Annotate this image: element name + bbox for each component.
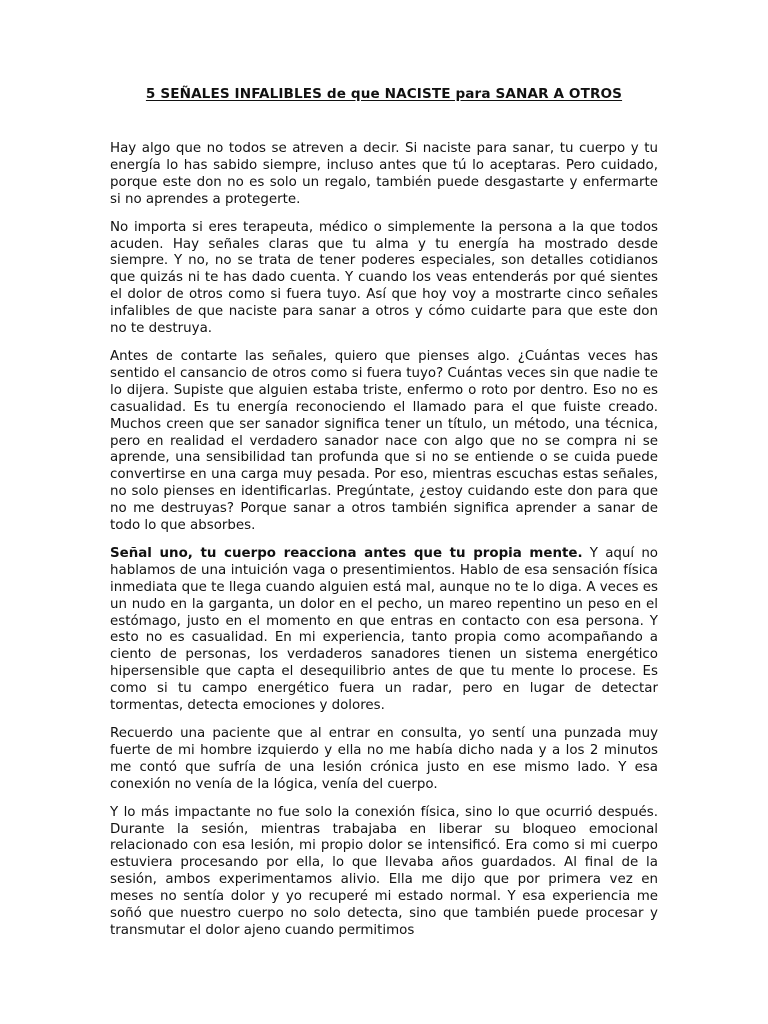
paragraph-session-story [110,805,658,940]
paragraph-text: Y aquí no hablamos de una intuición vaga o presentimientos. Hablo de esa sensación física inmediata que te llega cuando alguien está mal, aunque no te lo diga. A veces es un nudo en la garganta, un dolor en el pecho, un mareo repentino un peso en el estómago, justo en el momento en que entras en contacto con esa persona. Y esto no es casualidad. En mi experiencia, tanto propia como acompañando a ciento de personas, los verdaderos sanadores tienen un sistema energético hipersensible que capta el desequilibrio antes de que tu mente lo procese. Es como si tu campo energético fuera un radar, pero en lugar de detectar tormentas, detecta emociones y dolores. [110,545,659,714]
document-page [110,0,658,1024]
document-body [110,141,658,940]
paragraph-text: Y lo más impactante no fue solo la conexión física, sino lo que ocurrió después. Durante la sesión, mientras trabajaba en liberar su bloqueo emocional relacionado con esa lesión, mi propio dolor se intensificó. Era como si mi cuerpo estuviera procesando por ella, lo que llevaba años guardados. Al final de la sesión, ambos experimentamos alivio. Ella me dijo que por primera vez en meses no sentía dolor y yo recuperé mi estado normal. Y esa experiencia me soñó que nuestro cuerpo no solo detecta, sino que también puede procesar y transmutar el dolor ajeno cuando permitimos [110,804,658,938]
paragraph-before-signs [110,349,658,535]
sign-one-heading: Señal uno, tu cuerpo reacciona antes que tu propia mente. [110,545,583,561]
paragraph-text: Recuerdo una paciente que al entrar en consulta, yo sentí una punzada muy fuerte de mi hombre izquierdo y ella no me había dicho nada y a los 2 minutos me contó que sufría de una lesión crónica justo en ese mismo lado. Y esa conexión no venía de la lógica, venía del cuerpo. [110,726,658,792]
paragraph-patient-story [110,726,658,794]
paragraph-text: Hay algo que no todos se atreven a decir. Si naciste para sanar, tu cuerpo y tu energía lo has sabido siempre, incluso antes que tú lo aceptaras. Pero cuidado, porque este don no es solo un regalo, también puede desgastarte y enfermarte si no aprendes a protegerte. [110,141,658,207]
paragraph-text: Antes de contarte las señales, quiero que pienses algo. ¿Cuántas veces has sentido el cansancio de otros como si fuera tuyo? Cuántas veces sin que nadie te lo dijera. Supiste que alguien estaba triste, enfermo o roto por dentro. Eso no es casualidad. Es tu energía reconociendo el llamado para el que fuiste creado. Muchos creen que ser sanador significa tener un título, un método, una técnica, pero en realidad el verdadero sanador nace con algo que no se compra ni se aprende, una sensibilidad tan profunda que si no se entiende o se cuida puede convertirse en una carga muy pesada. Por eso, mientras escuchas estas señales, no solo pienses en identificarlas. Pregúntate, ¿estoy cuidando este don para que no me destruyas? Porque sanar a otros también significa aprender a sanar de todo lo que absorbes. [110,348,658,534]
document-title: 5 SEÑALES INFALIBLES de que NACISTE para SANAR A OTROS [145,86,623,102]
paragraph-audience [110,220,658,338]
paragraph-intro [110,141,658,209]
paragraph-text: No importa si eres terapeuta, médico o simplemente la persona a la que todos acuden. Hay señales claras que tu alma y tu energía ha mostrado desde siempre. Y no, no se trata de tener poderes especiales, son detalles cotidianos que quizás ni te has dado cuenta. Y cuando los veas entenderás por qué sientes el dolor de otros como si fuera tuyo. Así que hoy voy a mostrarte cinco señales infalibles de que naciste para sanar a otros y cómo cuidarte para que este don no te destruya. [110,219,658,337]
paragraph-sign-one [110,546,658,715]
